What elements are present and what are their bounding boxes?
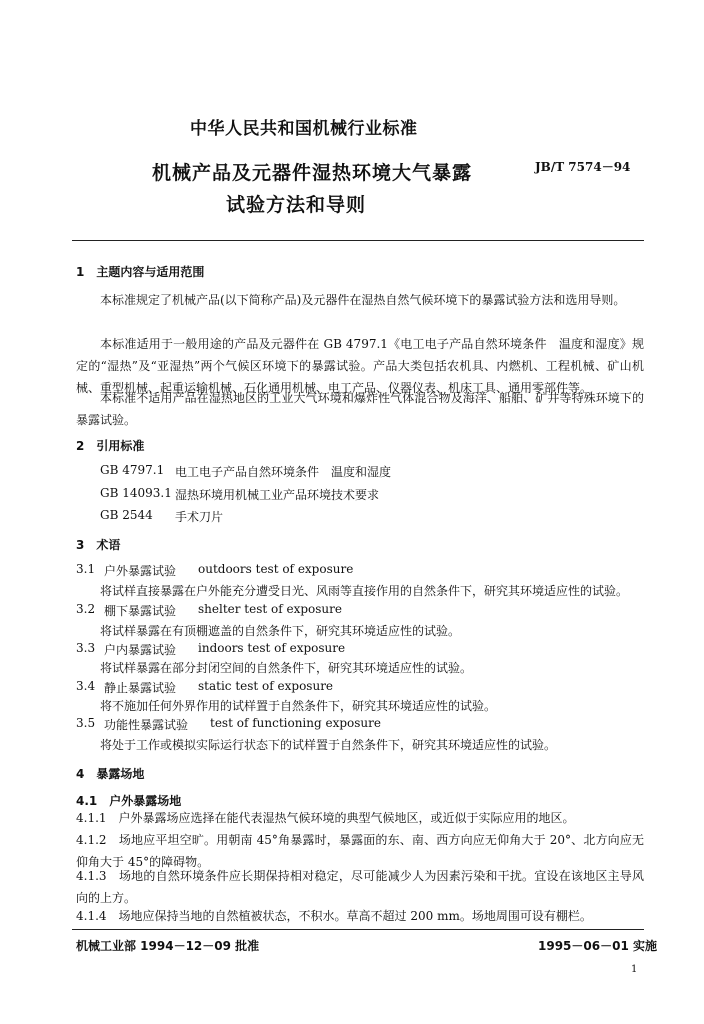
section-4-heading: 4 暴露场地 <box>76 767 145 781</box>
section-3-heading: 3 术语 <box>76 538 121 552</box>
term-number: 3.1 <box>76 562 96 576</box>
section-1-paragraph-1: 本标准规定了机械产品(以下简称产品)及元器件在湿热自然气候环境下的暴露试验方法和选用导则。 <box>100 293 626 307</box>
standard-number: JB/T 7574－94 <box>535 160 631 174</box>
clause-4-1-4: 4.1.4 场地应保持当地的自然植被状态，不积水。草高不超过 200 mm。场地周围可设有棚栏。 <box>76 909 592 923</box>
issuing-organization: 中华人民共和国机械行业标准 <box>190 119 418 139</box>
section-1-paragraph-3: 本标准不适用产品在湿热地区的工业大气环境和爆炸性气体混合物及海洋、船舶、矿井等特殊环境下的暴露试验。 <box>76 391 644 427</box>
term-cn: 户内暴露试验 <box>104 643 177 657</box>
term-en: static test of exposure <box>198 679 334 693</box>
term-definition: 将试样暴露在部分封闭空间的自然条件下，研究其环境适应性的试验。 <box>100 661 473 675</box>
term-cn: 棚下暴露试验 <box>104 604 177 618</box>
document-title-line1: 机械产品及元器件湿热环境大气暴露 <box>152 162 473 184</box>
term-number: 3.3 <box>76 641 96 655</box>
clause-4-1-1: 4.1.1 户外暴露场应选择在能代表湿热气候环境的典型气候地区，或近似于实际应用的地区。 <box>76 811 575 825</box>
page-number: 1 <box>631 964 638 975</box>
section-2-heading: 2 引用标准 <box>76 439 145 453</box>
ref-name: 手术刀片 <box>175 510 224 524</box>
term-cn: 功能性暴露试验 <box>104 718 189 732</box>
ref-code: GB 2544 <box>100 508 153 522</box>
footer-divider <box>72 929 644 930</box>
term-cn: 静止暴露试验 <box>104 681 177 695</box>
ref-code: GB 14093.1 <box>100 486 172 500</box>
term-number: 3.2 <box>76 602 96 616</box>
term-definition: 将试样暴露在有顶棚遮盖的自然条件下，研究其环境适应性的试验。 <box>100 624 461 638</box>
term-definition: 将不施加任何外界作用的试样置于自然条件下，研究其环境适应性的试验。 <box>100 699 497 713</box>
term-number: 3.4 <box>76 679 96 693</box>
term-en: shelter test of exposure <box>198 602 342 616</box>
term-en: outdoors test of exposure <box>198 562 354 576</box>
clause-4-1-3: 4.1.3 场地的自然环境条件应长期保持相对稳定，尽可能减少人为因素污染和干扰。宜设在该地区主导风向的上方。 <box>76 869 644 905</box>
section-1-heading: 1 主题内容与适用范围 <box>76 265 205 279</box>
term-definition: 将试样直接暴露在户外能充分遭受日光、风雨等直接作用的自然条件下，研究其环境适应性的试验。 <box>100 584 629 598</box>
term-number: 3.5 <box>76 716 96 730</box>
term-en: indoors test of exposure <box>198 641 346 655</box>
term-cn: 户外暴露试验 <box>104 564 177 578</box>
term-definition: 将处于工作或模拟实际运行状态下的试样置于自然条件下，研究其环境适应性的试验。 <box>100 738 557 752</box>
section-1-paragraph-2: 本标准适用于一般用途的产品及元器件在 GB 4797.1《电工电子产品自然环境条件 温度和湿度》规定的“湿热”及“亚湿热”两个气候区环境下的暴露试验。产品大类包括农机具、内燃机、工程机械、矿山机械、重型机械、起重运输机械、石化通用机械、电工产品、仪器仪表、机床工具、通用零部件等。 <box>76 337 644 395</box>
clause-4-1-2: 4.1.2 场地应平坦空旷。用朝南 45°角暴露时，暴露面的东、南、西方向应无仰角大于 20°、北方向应无仰角大于 45°的障碍物。 <box>76 833 644 869</box>
effective-date: 1995－06－01 实施 <box>538 939 657 953</box>
document-title-line2: 试验方法和导则 <box>226 194 367 216</box>
ref-name: 湿热环境用机械工业产品环境技术要求 <box>175 488 380 502</box>
approval-date: 机械工业部 1994－12－09 批准 <box>76 939 260 953</box>
subsection-4-1-heading: 4.1 户外暴露场地 <box>76 794 182 808</box>
term-en: test of functioning exposure <box>210 716 381 730</box>
header-divider <box>72 240 644 241</box>
ref-name: 电工电子产品自然环境条件 温度和湿度 <box>175 465 392 479</box>
ref-code: GB 4797.1 <box>100 463 165 477</box>
